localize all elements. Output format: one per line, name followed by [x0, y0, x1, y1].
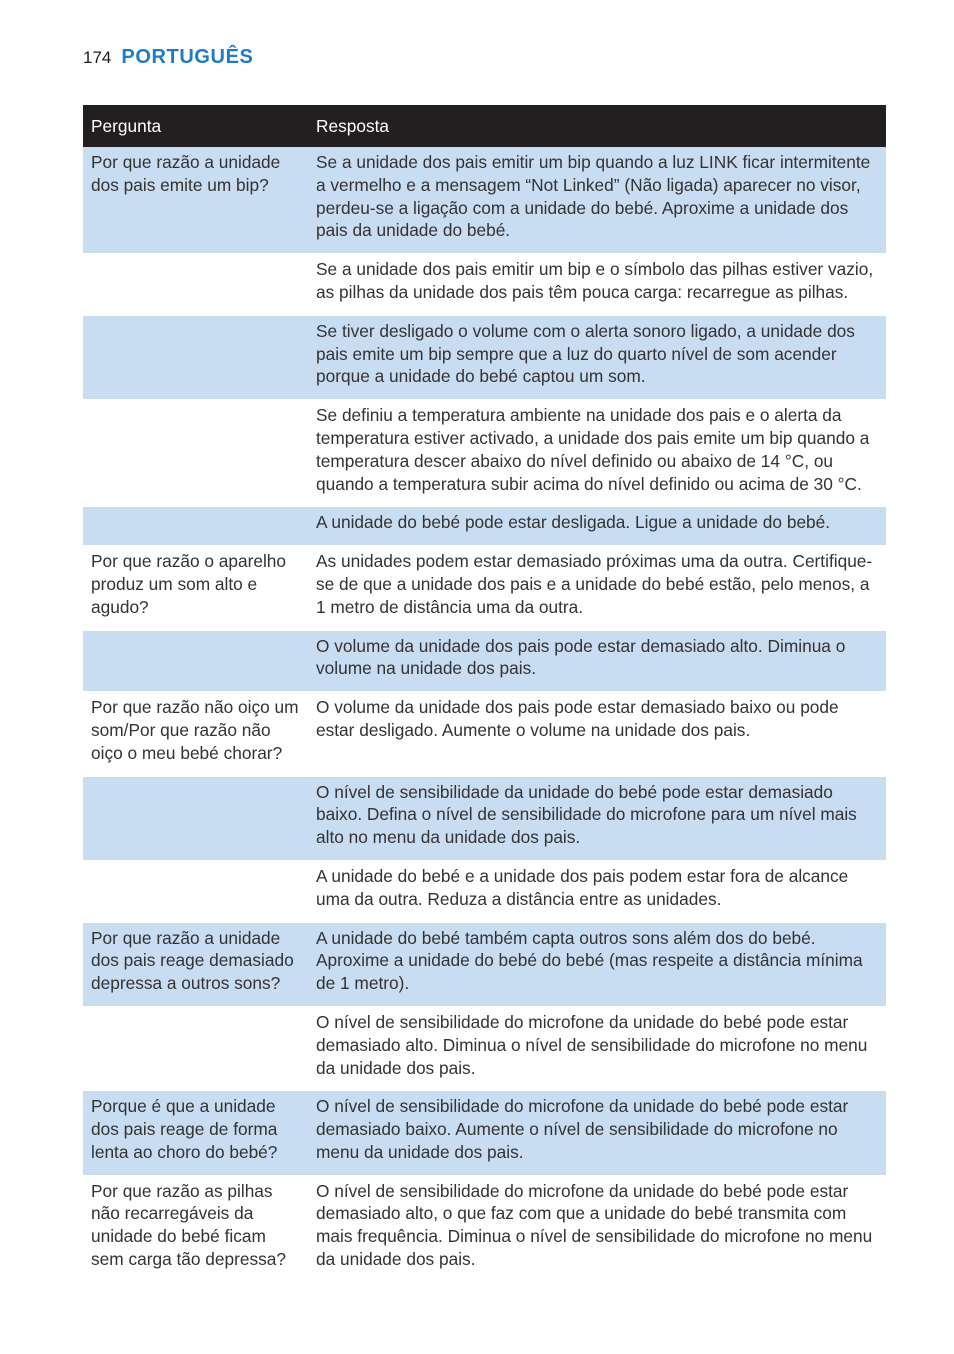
question-cell	[83, 507, 309, 546]
table-row	[83, 630, 886, 692]
table-row	[83, 692, 886, 776]
table-body	[83, 147, 886, 1282]
page-number: 174	[83, 48, 112, 67]
table-row	[83, 922, 886, 1006]
question-cell	[83, 776, 309, 860]
answer-cell: O nível de sensibilidade do microfone da unidade do bebé pode estar demasiado baixo. Aumente o nível de sensibilidade do microfone no menu da unidade dos pais.	[309, 1091, 886, 1175]
troubleshooting-table	[83, 105, 886, 1283]
table-row	[83, 315, 886, 399]
answer-cell: A unidade do bebé e a unidade dos pais podem estar fora de alcance uma da outra. Reduza a distância entre as unidades.	[309, 860, 886, 922]
question-cell: Por que razão as pilhas não recarregáveis da unidade do bebé ficam sem carga tão depressa?	[83, 1175, 309, 1282]
answer-cell: Se a unidade dos pais emitir um bip e o símbolo das pilhas estiver vazio, as pilhas da unidade dos pais têm pouca carga: recarregue as pilhas.	[309, 254, 886, 316]
question-cell	[83, 400, 309, 507]
question-cell	[83, 254, 309, 316]
table-row	[83, 1091, 886, 1175]
answer-cell: Se tiver desligado o volume com o alerta sonoro ligado, a unidade dos pais emite um bip sempre que a luz do quarto nível de som acender porque a unidade do bebé captou um som.	[309, 315, 886, 399]
table-row	[83, 400, 886, 507]
language-title: PORTUGUÊS	[121, 46, 254, 68]
answer-cell: Se definiu a temperatura ambiente na unidade dos pais e o alerta da temperatura estiver activado, a unidade dos pais emite um bip quando a temperatura descer abaixo do nível definido ou abaixo de 14 °C, ou quando a temperatura subir acima do nível definido ou acima de 30 °C.	[309, 400, 886, 507]
answer-cell: O volume da unidade dos pais pode estar demasiado alto. Diminua o volume na unidade dos pais.	[309, 630, 886, 692]
question-cell: Por que razão a unidade dos pais emite um bip?	[83, 147, 309, 254]
answer-cell: O nível de sensibilidade da unidade do bebé pode estar demasiado baixo. Defina o nível de sensibilidade do microfone para um nível mais alto no menu da unidade dos pais.	[309, 776, 886, 860]
question-cell: Porque é que a unidade dos pais reage de forma lenta ao choro do bebé?	[83, 1091, 309, 1175]
table-row	[83, 776, 886, 860]
question-cell	[83, 860, 309, 922]
page-header	[83, 46, 253, 76]
answer-cell: O nível de sensibilidade do microfone da unidade do bebé pode estar demasiado alto. Diminua o nível de sensibilidade do microfone no menu da unidade dos pais.	[309, 1006, 886, 1090]
answer-cell: O nível de sensibilidade do microfone da unidade do bebé pode estar demasiado alto, o que faz com que a unidade do bebé transmita com mais frequência. Diminua o nível de sensibilidade do microfone no menu da unidade dos pais.	[309, 1175, 886, 1282]
question-cell: Por que razão a unidade dos pais reage demasiado depressa a outros sons?	[83, 922, 309, 1006]
question-cell	[83, 630, 309, 692]
table-row	[83, 1175, 886, 1282]
table-row	[83, 860, 886, 922]
question-cell: Por que razão o aparelho produz um som alto e agudo?	[83, 546, 309, 630]
table-row	[83, 507, 886, 546]
table-header-row	[83, 105, 886, 147]
answer-cell: A unidade do bebé também capta outros sons além dos do bebé. Aproxime a unidade do bebé do bebé (mas respeite a distância mínima de 1 metro).	[309, 922, 886, 1006]
question-cell	[83, 1006, 309, 1090]
table-row	[83, 1006, 886, 1090]
answer-cell: As unidades podem estar demasiado próximas uma da outra. Certifique-se de que a unidade dos pais e a unidade do bebé estão, pelo menos, a 1 metro de distância uma da outra.	[309, 546, 886, 630]
answer-cell: Se a unidade dos pais emitir um bip quando a luz LINK ficar intermitente a vermelho e a mensagem “Not Linked” (Não ligada) aparecer no visor, perdeu-se a ligação com a unidade do bebé. Aproxime a unidade dos pais da unidade do bebé.	[309, 147, 886, 254]
question-cell	[83, 315, 309, 399]
table-row	[83, 147, 886, 254]
answer-cell: A unidade do bebé pode estar desligada. Ligue a unidade do bebé.	[309, 507, 886, 546]
question-cell: Por que razão não oiço um som/Por que razão não oiço o meu bebé chorar?	[83, 692, 309, 776]
table-row	[83, 254, 886, 316]
table-row	[83, 546, 886, 630]
answer-cell: O volume da unidade dos pais pode estar demasiado baixo ou pode estar desligado. Aumente o volume na unidade dos pais.	[309, 692, 886, 776]
column-header-answer: Resposta	[309, 105, 886, 147]
column-header-question: Pergunta	[83, 105, 309, 147]
